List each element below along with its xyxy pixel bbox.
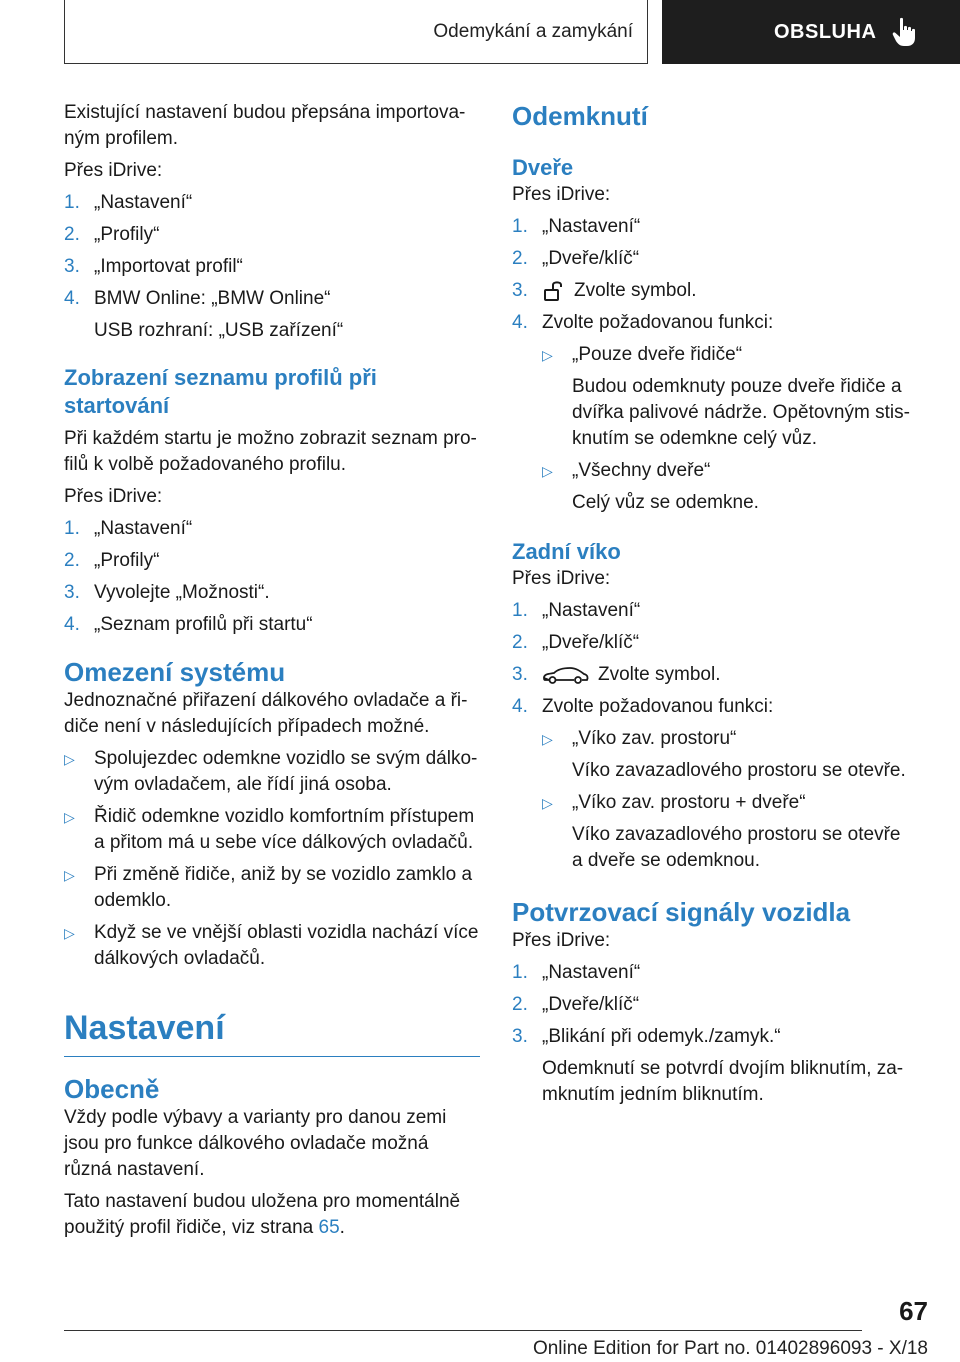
list-item: 3. Zvolte symbol. bbox=[512, 280, 697, 301]
list-item: 4. Zvolte požadovanou funkci: bbox=[512, 312, 774, 333]
import-steps-list bbox=[64, 190, 480, 312]
right-column bbox=[512, 100, 912, 1108]
profile-steps-list bbox=[64, 516, 480, 638]
section-divider bbox=[64, 1056, 480, 1057]
car-outline-icon bbox=[542, 665, 590, 685]
list-item: 1. „Nastavení“ bbox=[64, 192, 193, 213]
signals-steps-list bbox=[512, 960, 912, 1050]
list-item: 3. Zvolte symbol. bbox=[512, 664, 721, 685]
profiles-paragraph: Při každém startu je možno zobrazit seznam pro-filů k volbě požadovaného profilu. bbox=[64, 428, 477, 475]
general-paragraph-2: Tato nastavení budou uložena pro momentálně použitý profil řidiče, viz strana 65. bbox=[64, 1191, 461, 1238]
via-idrive-label: Přes iDrive: bbox=[512, 930, 611, 951]
list-item-sub: Odemknutí se potvrdí dvojím bliknutím, za-mknutím jedním bliknutím. bbox=[542, 1058, 904, 1105]
heading-system-limits: Omezení systému bbox=[64, 657, 286, 687]
via-idrive-label: Přes iDrive: bbox=[512, 568, 611, 589]
tailgate-steps-list bbox=[512, 598, 912, 720]
list-item: 2. „Dveře/klíč“ bbox=[512, 994, 640, 1015]
list-item: ▷ Když se ve vnější oblasti vozidla nachází více dálkových ovladačů. bbox=[64, 922, 479, 969]
list-item: ▷ „Víko zav. prostoru + dveře“ Víko zavazadlového prostoru se otevře a dveře se odemknou. bbox=[542, 792, 901, 871]
section-title: Odemykání a zamykání bbox=[433, 20, 633, 42]
footer-divider bbox=[64, 1330, 862, 1331]
heading-tailgate: Zadní víko bbox=[512, 539, 621, 564]
chapter-title: OBSLUHA bbox=[774, 21, 877, 43]
list-item: 1. „Nastavení“ bbox=[512, 216, 641, 237]
heading-doors: Dveře bbox=[512, 155, 574, 180]
list-item: 4. Zvolte požadovanou funkci: bbox=[512, 696, 774, 717]
left-column bbox=[64, 100, 480, 1247]
list-item: 4. „Seznam profilů při startu“ bbox=[64, 614, 313, 635]
list-item: 2. „Profily“ bbox=[64, 550, 160, 571]
heading-confirmation-signals: Potvrzovací signály vozidla bbox=[512, 897, 851, 927]
list-item: 2. „Dveře/klíč“ bbox=[512, 632, 640, 653]
general-paragraph: Vždy podle výbavy a varianty pro danou zemi jsou pro funkce dálkového ovladače možná různá nastavení. bbox=[64, 1107, 447, 1180]
heading-general: Obecně bbox=[64, 1074, 160, 1104]
list-item: 2. „Dveře/klíč“ bbox=[512, 248, 640, 269]
list-item: 3. „Importovat profil“ bbox=[64, 256, 243, 277]
page-link[interactable]: 65 bbox=[318, 1217, 340, 1238]
list-item-sub: USB rozhraní: „USB zařízení“ bbox=[94, 320, 344, 341]
heading-unlock: Odemknutí bbox=[512, 101, 648, 131]
doors-options-list bbox=[542, 342, 912, 516]
list-item: ▷ Spolujezdec odemkne vozidlo se svým dálko-vým ovladačem, ale řídí jiná osoba. bbox=[64, 748, 478, 795]
via-idrive-label: Přes iDrive: bbox=[64, 160, 163, 181]
list-item: 1. „Nastavení“ bbox=[512, 600, 641, 621]
list-item: 3. „Blikání při odemyk./zamyk.“ bbox=[512, 1026, 781, 1047]
edition-note: Online Edition for Part no. 01402896093 - X/18 bbox=[532, 1338, 928, 1359]
padlock-open-icon bbox=[542, 280, 566, 302]
chapter-tab bbox=[662, 0, 960, 64]
intro-paragraph: Existující nastavení budou přepsána importova-ným profilem. bbox=[64, 102, 466, 149]
limits-paragraph: Jednoznačné přiřazení dálkového ovladače a ři-diče není v následujících případech možné. bbox=[64, 690, 468, 737]
limits-list bbox=[64, 746, 480, 972]
list-item: 3. Vyvolejte „Možnosti“. bbox=[64, 582, 270, 603]
list-item: 4. BMW Online: „BMW Online“ bbox=[64, 288, 331, 309]
list-item: 2. „Profily“ bbox=[64, 224, 160, 245]
list-item: 1. „Nastavení“ bbox=[64, 518, 193, 539]
list-item: ▷ Při změně řidiče, aniž by se vozidlo zamklo a odemklo. bbox=[64, 864, 473, 911]
list-item: ▷ „Pouze dveře řidiče“ Budou odemknuty pouze dveře řidiče a dvířka palivové nádrže. Opětovným stis-knutím se odemkne celý vůz. bbox=[542, 344, 910, 449]
via-idrive-label: Přes iDrive: bbox=[512, 184, 611, 205]
list-item: 1. „Nastavení“ bbox=[512, 962, 641, 983]
heading-profile-list: Zobrazení seznamu profilů při startování bbox=[64, 365, 377, 418]
via-idrive-label: Přes iDrive: bbox=[64, 486, 163, 507]
tailgate-options-list bbox=[542, 726, 912, 874]
list-item: ▷ Řidič odemkne vozidlo komfortním přístupem a přitom má u sebe více dálkových ovladačů. bbox=[64, 806, 475, 853]
page-number: 67 bbox=[899, 1296, 928, 1326]
heading-settings: Nastavení bbox=[64, 1009, 225, 1047]
running-header-section bbox=[64, 0, 648, 64]
hand-pointer-icon bbox=[892, 17, 916, 47]
doors-steps-list bbox=[512, 214, 912, 336]
list-item: ▷ „Všechny dveře“ Celý vůz se odemkne. bbox=[542, 460, 759, 513]
list-item: ▷ „Víko zav. prostoru“ Víko zavazadlového prostoru se otevře. bbox=[542, 728, 906, 781]
